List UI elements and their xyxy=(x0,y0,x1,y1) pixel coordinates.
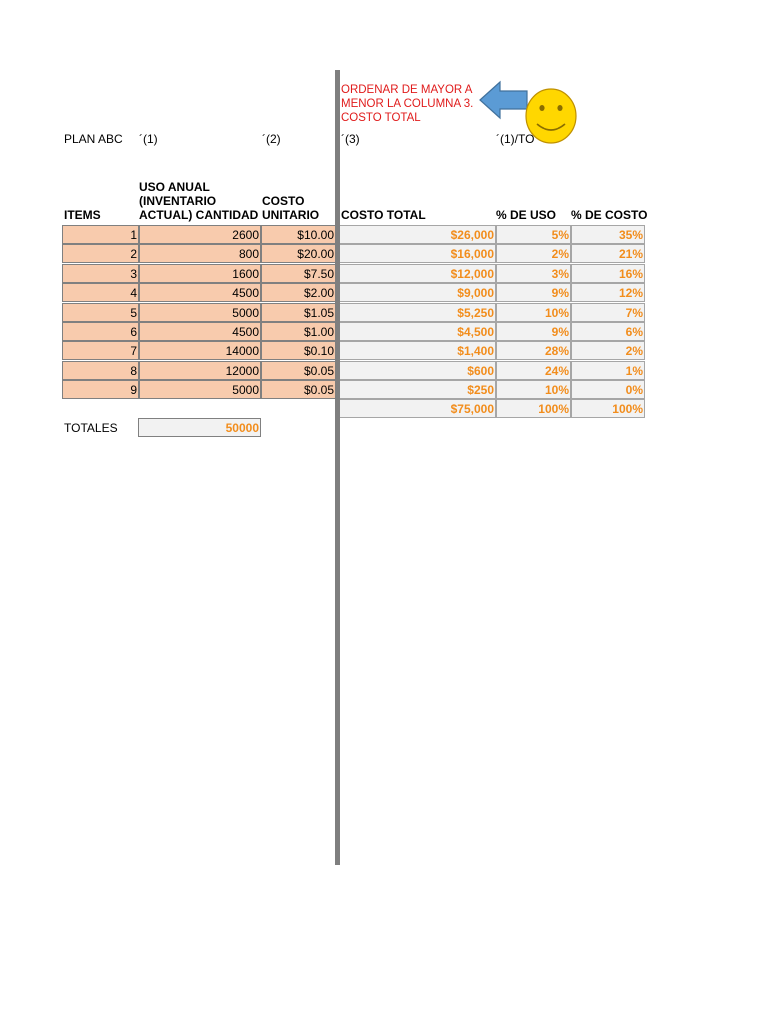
cell-pct-costo[interactable]: 12% xyxy=(571,283,645,302)
cell-costo-unitario[interactable]: $1.00 xyxy=(261,322,336,341)
cell-cantidad[interactable]: 800 xyxy=(139,244,261,263)
column-ref-1: ´(1) xyxy=(139,132,158,146)
cell-item[interactable]: 6 xyxy=(62,322,139,341)
cell-pct-costo[interactable]: 16% xyxy=(571,264,645,283)
column-ref-4: ´(1)/TO xyxy=(496,132,535,146)
cell-costo-total[interactable]: $5,250 xyxy=(339,303,496,322)
cell-costo-unitario[interactable]: $20.00 xyxy=(261,244,336,263)
left-arrow-icon xyxy=(478,80,530,120)
totales-label: TOTALES xyxy=(64,421,118,435)
cell-costo-unitario[interactable]: $2.00 xyxy=(261,283,336,302)
cell-costo-unitario[interactable]: $0.10 xyxy=(261,341,336,360)
note-line-1: ORDENAR DE MAYOR A xyxy=(341,84,473,96)
smiley-face-icon xyxy=(525,88,577,144)
cell-pct-uso[interactable]: 10% xyxy=(496,303,571,322)
cell-cantidad[interactable]: 1600 xyxy=(139,264,261,283)
cell-item[interactable]: 7 xyxy=(62,341,139,360)
cell-cantidad[interactable]: 5000 xyxy=(139,303,261,322)
cell-cantidad[interactable]: 12000 xyxy=(139,361,261,380)
cell-item[interactable]: 1 xyxy=(62,225,139,244)
cell-costo-total[interactable]: $250 xyxy=(339,380,496,399)
cell-cantidad[interactable]: 14000 xyxy=(139,341,261,360)
cell-costo-total[interactable]: $1,400 xyxy=(339,341,496,360)
cell-pct-costo[interactable]: 6% xyxy=(571,322,645,341)
cell-pct-costo[interactable]: 2% xyxy=(571,341,645,360)
cell-costo-total[interactable]: $600 xyxy=(339,361,496,380)
cell-pct-uso[interactable]: 5% xyxy=(496,225,571,244)
cell-pct-uso[interactable]: 28% xyxy=(496,341,571,360)
column-divider xyxy=(335,70,340,865)
cell-costo-total[interactable]: $16,000 xyxy=(339,244,496,263)
sort-instruction-note xyxy=(341,83,491,125)
cell-pct-costo[interactable]: 0% xyxy=(571,380,645,399)
header-pct-costo: % DE COSTO xyxy=(571,208,648,222)
header-uso-anual: USO ANUAL (INVENTARIO ACTUAL) CANTIDAD xyxy=(139,180,259,222)
cell-pct-uso[interactable]: 3% xyxy=(496,264,571,283)
cell-pct-costo[interactable]: 1% xyxy=(571,361,645,380)
cell-cantidad[interactable]: 5000 xyxy=(139,380,261,399)
cell-costo-unitario[interactable]: $0.05 xyxy=(261,380,336,399)
header-costo-total: COSTO TOTAL xyxy=(341,208,426,222)
plan-abc-label: PLAN ABC xyxy=(64,132,123,146)
cell-pct-uso[interactable]: 9% xyxy=(496,283,571,302)
header-items: ITEMS xyxy=(64,208,101,222)
cell-pct-costo[interactable]: 7% xyxy=(571,303,645,322)
note-line-2: MENOR LA COLUMNA 3. xyxy=(341,98,474,110)
header-costo-unitario: COSTO UNITARIO xyxy=(262,194,320,222)
cell-costo-total[interactable]: $26,000 xyxy=(339,225,496,244)
cell-costo-total[interactable]: $4,500 xyxy=(339,322,496,341)
header-pct-uso: % DE USO xyxy=(496,208,557,222)
cell-item[interactable]: 8 xyxy=(62,361,139,380)
cell-costo-unitario[interactable]: $7.50 xyxy=(261,264,336,283)
cell-pct-uso[interactable]: 2% xyxy=(496,244,571,263)
cell-item[interactable]: 5 xyxy=(62,303,139,322)
cell-cantidad[interactable]: 2600 xyxy=(139,225,261,244)
cell-pct-costo[interactable]: 21% xyxy=(571,244,645,263)
cell-pct-uso[interactable]: 10% xyxy=(496,380,571,399)
cell-item[interactable]: 4 xyxy=(62,283,139,302)
cell-item[interactable]: 2 xyxy=(62,244,139,263)
cell-costo-unitario[interactable]: $10.00 xyxy=(261,225,336,244)
column-ref-2: ´(2) xyxy=(262,132,281,146)
cell-item[interactable]: 3 xyxy=(62,264,139,283)
totales-value[interactable]: 50000 xyxy=(138,418,261,437)
cell-cantidad[interactable]: 4500 xyxy=(139,322,261,341)
summary-pct-uso[interactable]: 100% xyxy=(496,399,571,418)
summary-costo-total[interactable]: $75,000 xyxy=(339,399,496,418)
note-line-3: COSTO TOTAL xyxy=(341,112,421,124)
column-ref-3: ´(3) xyxy=(341,132,360,146)
cell-cantidad[interactable]: 4500 xyxy=(139,283,261,302)
cell-costo-total[interactable]: $9,000 xyxy=(339,283,496,302)
cell-item[interactable]: 9 xyxy=(62,380,139,399)
cell-costo-unitario[interactable]: $0.05 xyxy=(261,361,336,380)
cell-costo-total[interactable]: $12,000 xyxy=(339,264,496,283)
cell-pct-costo[interactable]: 35% xyxy=(571,225,645,244)
cell-costo-unitario[interactable]: $1.05 xyxy=(261,303,336,322)
cell-pct-uso[interactable]: 9% xyxy=(496,322,571,341)
cell-pct-uso[interactable]: 24% xyxy=(496,361,571,380)
summary-pct-costo[interactable]: 100% xyxy=(571,399,645,418)
